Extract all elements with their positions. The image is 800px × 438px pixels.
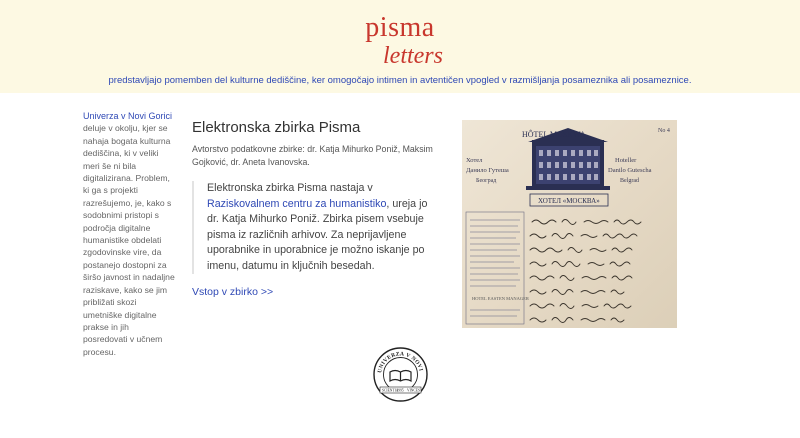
seal-year: 1995 xyxy=(396,388,404,393)
enter-collection-link[interactable]: Vstop v zbirko >> xyxy=(192,286,274,298)
research-centre-link[interactable]: Raziskovalnem centru za humanistiko xyxy=(207,197,387,210)
site-header xyxy=(0,0,800,93)
logo-word-letters: letters xyxy=(383,43,443,69)
letterhead-lat-2: Danilo Gutescha xyxy=(608,167,652,174)
university-seal-icon[interactable] xyxy=(373,347,428,402)
letterhead-banner: ХОТЕЛ «МОСКВА» xyxy=(538,197,600,205)
sidebar xyxy=(83,110,175,358)
letter-image xyxy=(462,120,677,328)
university-link[interactable]: Univerza v Novi Gorici xyxy=(83,111,173,121)
letterhead-cyr-1: Хотел xyxy=(466,157,483,164)
quote-text-start: Elektronska zbirka Pisma nastaja v xyxy=(207,182,373,194)
sidebar-description: deluje v okolju, kjer se nahaja bogata kulturna dediščina, ki v veliki meri še ni bila digitalizirana. Problem, ki ga s projekti razrešujemo, je, kako s sodobnimi pristopi s področja digitalne humanistike obdelati zgodovinske vire, da postanejo dostopni za širšo javnost in nadaljne raziskave, kako se jim približati skozi umetniške digitalne prakse in jih posredovati v učnem procesu. xyxy=(83,123,175,357)
letterhead-number: No 4 xyxy=(658,128,670,134)
letterhead-lat-3: Belgrad xyxy=(620,178,639,184)
quote-text-end: , ureja jo dr. Katja Mihurko Poniž. Zbirka pisem vsebuje pisma iz različnih arhivov. Za neprijavljene uporabnike in uporabnice je možno iskanje po imenu, datumu in ključnih besedah. xyxy=(207,197,428,272)
page-title: Elektronska zbirka Pisma xyxy=(192,119,361,136)
seal-motto-right: VINCES xyxy=(407,388,420,393)
authors-text: Avtorstvo podatkovne zbirke: dr. Katja Mihurko Poniž, Maksim Gojković, dr. Aneta Ivanovska. xyxy=(192,144,433,167)
seal-motto-left: SCIENTIA xyxy=(382,388,399,393)
logo-word-pisma: pisma xyxy=(365,12,435,43)
seal-ring-text: UNIVERZA V NOVI xyxy=(377,351,424,374)
description-quote xyxy=(192,181,440,274)
letterhead-cyr-3: Београд xyxy=(476,178,497,184)
letterhead-lat-1: Hoteller xyxy=(615,157,637,164)
header-tagline: predstavljajo pomemben del kulturne dediščine, ker omogočajo intimen in avtentičen vpogled v razmišljanja posameznika ali posameznice. xyxy=(108,75,692,86)
letterhead-hotel-name: HÔTEL MOSKWA xyxy=(522,130,586,139)
letterhead-cyr-2: Данило Гутеша xyxy=(466,167,509,174)
letter-illustration xyxy=(462,120,677,328)
letterhead-side-label: HOTEL EASTEN MANAGER xyxy=(472,296,529,301)
site-logo[interactable] xyxy=(0,14,800,68)
main-content xyxy=(192,119,440,300)
